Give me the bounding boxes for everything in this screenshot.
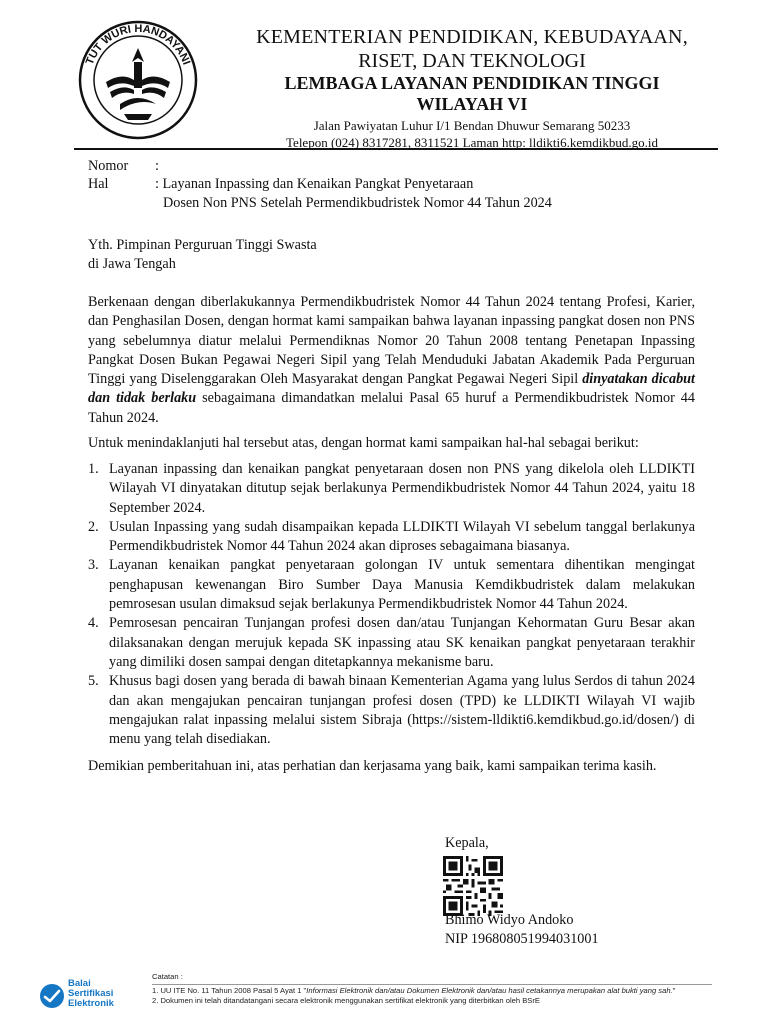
tut-wuri-handayani-logo: [76, 18, 200, 142]
opening-paragraph-emphasis: dinyatakan dicabut dan tidak berlaku: [88, 371, 695, 407]
signatory-title: Kepala,: [445, 835, 489, 851]
ministry-name-line2: RISET, DAN TEKNOLOGI: [358, 50, 586, 72]
qr-code-signature: [443, 856, 503, 916]
list-item: [88, 614, 695, 672]
footer-divider: [152, 984, 712, 985]
nomor-colon: :: [155, 158, 159, 174]
institution-name-line2: WILAYAH VI: [416, 94, 528, 114]
logo-motto: TUT WURI HANDAYANI: [83, 22, 193, 67]
signatory-name: Bhimo Widyo Andoko: [445, 912, 574, 928]
list-item-text: Khusus bagi dosen yang berada di bawah binaan Kementerian Agama yang lulus Serdos di tahun 2024 dan akan mengajukan pencairan tunjangan profesi dosen (TPD) ke LLDIKTI Wilayah VI wajib mengajukan ralat inpassing melalui sistem Sibraja (https://sistem-lldikti6.kemdikbud.go.id/dosen/) di menu yang telah disediakan.: [109, 673, 695, 748]
hal-label: Hal: [88, 176, 109, 192]
signatory-nip: NIP 196808051994031001: [445, 931, 599, 947]
opening-paragraph-text-end: sebagaimana dimandatkan melalui Pasal 65 huruf a Permendikbudristek Nomor 44 Tahun 2024.: [88, 390, 695, 426]
letterhead-divider: [74, 148, 718, 150]
hal-subject-line2: Dosen Non PNS Setelah Permendikbudristek Nomor 44 Tahun 2024: [163, 195, 552, 212]
hal-subject: [155, 175, 625, 214]
bse-line3: Elektronik: [68, 998, 114, 1009]
opening-paragraph: [88, 293, 695, 428]
list-item-number: 3.: [88, 557, 99, 574]
list-item-text: Layanan inpassing dan kenaikan pangkat penyetaraan dosen non PNS yang dikelola oleh LLDIKTI Wilayah VI dinyatakan ditutup sejak berlakunya Permendikbudristek Nomor 44 Tahun 2024, yaitu 18 September 2024.: [109, 461, 695, 516]
numbered-list: [88, 460, 695, 749]
list-item-number: 5.: [88, 673, 99, 690]
institution-address: Jalan Pawiyatan Luhur I/1 Bendan Dhuwur Semarang 50233: [313, 118, 631, 133]
list-item-number: 4.: [88, 615, 99, 632]
footer-notes: [152, 972, 732, 1007]
institution-contact: Telepon (024) 8317281, 8311521 Laman http: lldikti6.kemdikbud.go.id: [286, 135, 658, 150]
footer-note-1-prefix: 1. UU ITE No. 11 Tahun 2008 Pasal 5 Ayat 1 ": [152, 985, 307, 995]
opening-paragraph-text: Berkenaan dengan diberlakukannya Permendikbudristek Nomor 44 Tahun 2024 tentang Profesi, Karier, dan Penghasilan Dosen, dengan hormat kami sampaikan bahwa layanan inpassing pangkat dosen non PNS yang sebelumnya diatur melalui Permendiknas Nomor 20 Tahun 2008 tentang Penetapan Inpassing Pangkat Dosen Bukan Pegawai Negeri Sipil yang Telah Menduduki Jabatan Akademik Pada Perguruan Tinggi yang Diselenggarakan Oleh Masyarakat dengan Pangkat Pegawai Negeri Sipil: [88, 294, 695, 388]
footer-note-1-suffix: ": [672, 985, 676, 995]
intro-list-paragraph: Untuk menindaklanjuti hal tersebut atas, dengan hormat kami sampaikan hal-hal sebagai berikut:: [88, 435, 639, 451]
list-item: [88, 460, 695, 518]
hal-subject-line1: : Layanan Inpassing dan Kenaikan Pangkat Penyetaraan: [155, 176, 474, 192]
svg-text:TUT WURI HANDAYANI: [84, 23, 192, 67]
bse-line1: Balai: [68, 978, 91, 989]
footer-note-2: 2. Dokumen ini telah ditandatangani secara elektronik menggunakan sertifikat elektronik yang diterbitkan oleh BSrE: [152, 996, 540, 1005]
list-item-text: Layanan kenaikan pangkat penyetaraan golongan IV untuk sementara dihentikan mengingat penghapusan kewenangan Biro Sumber Daya Manusia Kemdikbudristek dalam melakukan pemrosesan usulan dimaksud sejak berlakunya Permendikbudristek Nomor 44 Tahun 2024.: [109, 557, 695, 613]
footer-note-1-italic: Informasi Elektronik dan/atau Dokumen Elektronik dan/atau hasil cetakannya merupakan alat bukti yang sah.: [306, 985, 673, 995]
nomor-label: Nomor: [88, 158, 129, 174]
list-item: [88, 518, 695, 557]
ministry-name-line1: KEMENTERIAN PENDIDIKAN, KEBUDAYAAN,: [256, 26, 688, 48]
list-item: [88, 556, 695, 614]
bse-logo-icon: [38, 982, 66, 1010]
catatan-label: Catatan :: [152, 972, 183, 981]
bse-line2: Sertifikasi: [68, 988, 114, 999]
list-item-text: Pemrosesan pencairan Tunjangan profesi dosen dan/atau Tunjangan Kehormatan Guru Besar akan dilaksanakan dengan merujuk kepada SK inpassing atau SK kenaikan pangkat penyetaraan terakhir yang dimiliki dosen sampai dengan ditetapkannya mekanisme baru.: [109, 615, 695, 670]
institution-name-line1: LEMBAGA LAYANAN PENDIDIKAN TINGGI: [284, 73, 660, 93]
recipient-line1: Yth. Pimpinan Perguruan Tinggi Swasta: [88, 237, 317, 253]
footer-note-1: [152, 986, 732, 997]
list-item: [88, 672, 695, 749]
recipient-line2: di Jawa Tengah: [88, 256, 176, 273]
recipient-block: [88, 236, 317, 275]
list-item-number: 2.: [88, 518, 99, 535]
bse-logo-text: [68, 979, 114, 1009]
list-item-number: 1.: [88, 461, 99, 477]
closing-paragraph: Demikian pemberitahuan ini, atas perhatian dan kerjasama yang baik, kami sampaikan terima kasih.: [88, 758, 657, 774]
list-item-text: Usulan Inpassing yang sudah disampaikan kepada LLDIKTI Wilayah VI sebelum tanggal berlakunya Permendikbudristek Nomor 44 Tahun 2024 akan diproses sebagaimana biasanya.: [109, 518, 695, 555]
